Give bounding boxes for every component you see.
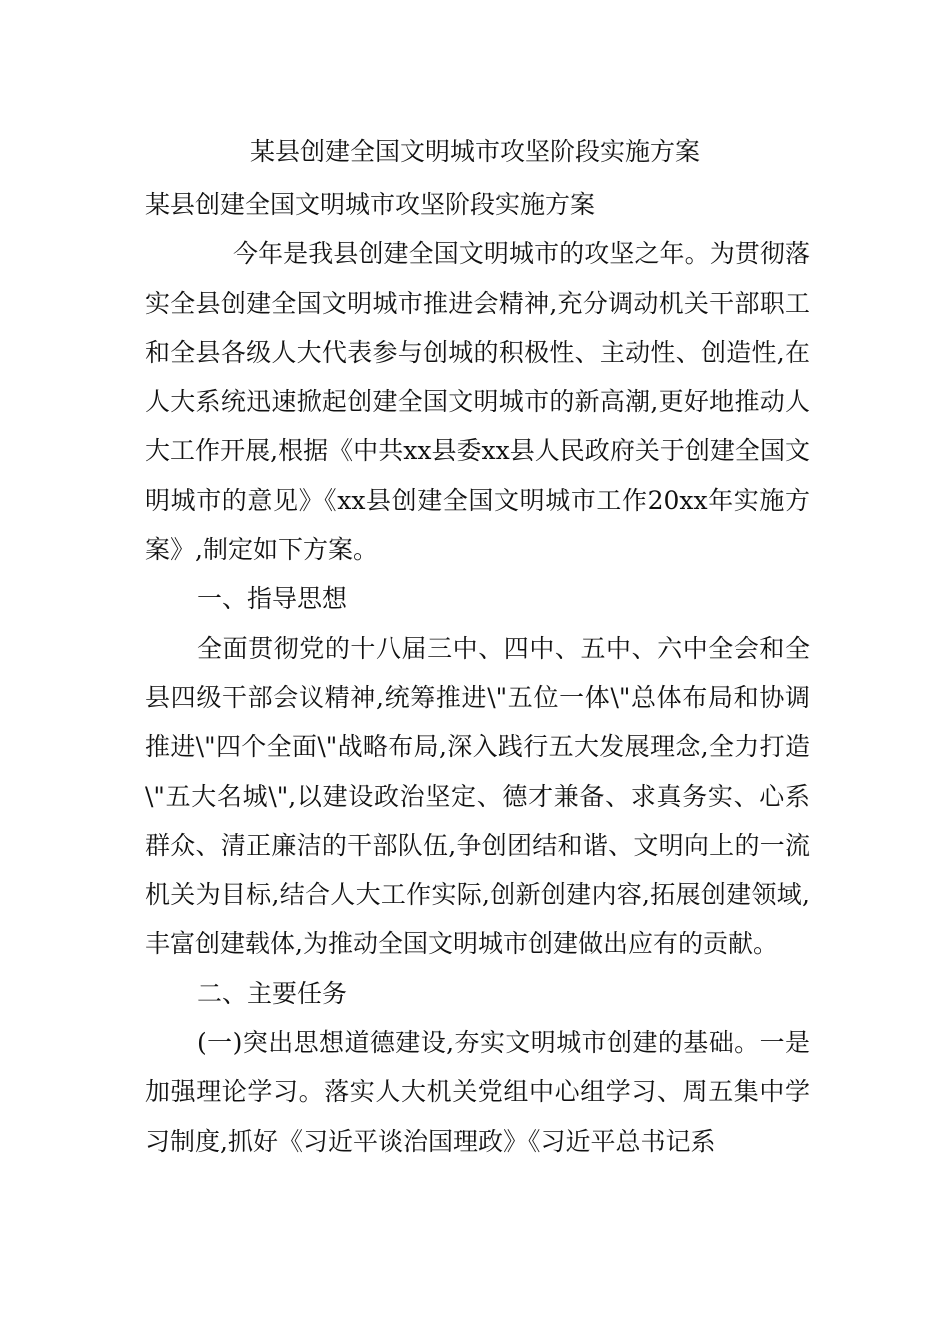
document-title: 某县创建全国文明城市攻坚阶段实施方案 xyxy=(249,137,700,166)
document-body xyxy=(145,180,810,1166)
intro-paragraph: 今年是我县创建全国文明城市的攻坚之年。为贯彻落实全县创建全国文明城市推进会精神,充分调动机关干部职工和全县各级人大代表参与创城的积极性、主动性、创造性,在人大系统迅速掀起创建全国文明城市的新高潮,更好地推动人大工作开展,根据《中共xx县委xx县人民政府关于创建全国文明城市的意见》《xx县创建全国文明城市工作20xx年实施方案》,制定如下方案。 xyxy=(145,239,810,565)
section-heading-guiding-ideology: 一、指导思想 xyxy=(197,584,348,614)
document-subtitle: 某县创建全国文明城市攻坚阶段实施方案 xyxy=(145,190,596,219)
main-tasks-paragraph: (一)突出思想道德建设,夯实文明城市创建的基础。一是加强理论学习。落实人大机关党组中心组学习、周五集中学习制度,抓好《习近平谈治国理政》《习近平总书记系 xyxy=(145,1028,810,1156)
guiding-ideology-paragraph: 全面贯彻党的十八届三中、四中、五中、六中全会和全县四级干部会议精神,统筹推进\"五位一体\"总体布局和协调推进\"四个全面\"战略布局,深入践行五大发展理念,全力打造\"五大名城\",以建设政治坚定、德才兼备、求真务实、心系群众、清正廉洁的干部队伍,争创团结和谐、文明向上的一流机关为目标,结合人大工作实际,创新创建内容,拓展创建领域,丰富创建载体,为推动全国文明城市创建做出应有的贡献。 xyxy=(145,633,810,959)
section-heading-main-tasks: 二、主要任务 xyxy=(197,978,348,1008)
